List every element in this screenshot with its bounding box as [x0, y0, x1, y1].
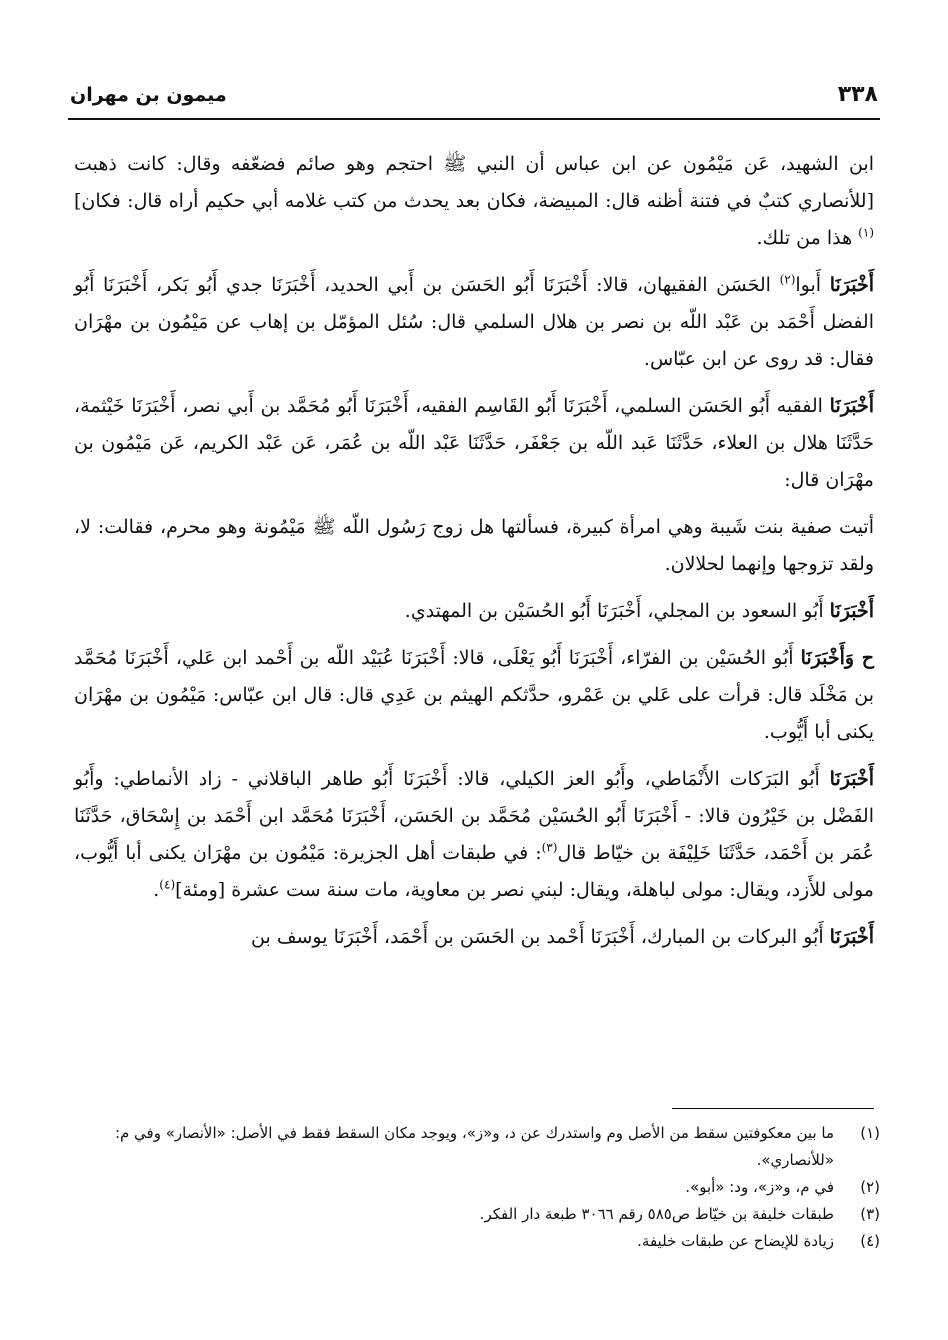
footnote-text: طبقات خليفة بن خيّاط ص٥٨٥ رقم ٣٠٦٦ طبعة دار الفكر.	[479, 1205, 834, 1223]
akhbarana-lead: أَخْبَرَنَا	[829, 274, 875, 296]
paragraph-7	[74, 761, 874, 909]
akhbarana-lead: أَخْبَرَنَا	[829, 395, 874, 417]
paragraph-tail: : في طبقات أهل الجزيرة: مَيْمُون بن مهْرَان يكنى أبا أَيُّوب، مولى للأَزد، ويقال: مولى لباهلة، ويقال: لبني نصر بن معاوية، مات سنة ست عشرة [ومئة]	[74, 842, 874, 901]
footnote-ref[interactable]: (٢)	[779, 272, 796, 287]
footnote-number: (٢)	[860, 1178, 880, 1196]
paragraph-6	[74, 640, 874, 751]
akhbarana-lead: ح وَأَخْبَرَنَا	[800, 647, 874, 669]
paragraph-2	[74, 267, 874, 378]
footnote-ref[interactable]: (٤)	[159, 877, 176, 892]
footnote-1	[74, 1120, 880, 1174]
footnotes	[74, 1120, 880, 1255]
footnote-2	[74, 1174, 880, 1201]
paragraph-tail: هذا من تلك.	[756, 227, 859, 249]
footnote-number: (٤)	[860, 1232, 880, 1250]
footnote-3	[74, 1201, 880, 1228]
running-title: ميمون بن مهران	[70, 84, 227, 106]
paragraph-tail: .	[153, 879, 160, 901]
footnote-number: (١)	[860, 1124, 880, 1142]
main-text	[74, 146, 874, 966]
paragraph-3	[74, 388, 874, 499]
paragraph-text: أَبُو السعود بن المجلي، أَخْبَرَنَا أَبُو الحُسَيْن بن المهتدي.	[404, 600, 830, 622]
paragraph-text: أَبُو البَرَكات الأَنْمَاطي، وأَبُو العز الكيلي، قالا: أَخْبَرَنَا أَبُو طاهر الباقلاني - زاد الأنماطي: وأَبُو الفَضْل بن خَيْرُون قالا: - أَخْبَرَنَا أَبُو الحُسَيْن مُحَمَّد بن الحَسَن، أَخْبَرَنَا مُحَمَّد ابن أَحْمَد بن إِسْحَاق، حَدَّثَنَا عُمَر بن أَحْمَد، حَدَّثَنَا خَلِيْفَة بن خيّاط قال	[74, 768, 874, 864]
footnote-text: في م، و«ز»، ود: «أبو».	[685, 1178, 834, 1196]
paragraph-8	[74, 919, 874, 956]
page-header	[68, 78, 880, 120]
paragraph-text: أتيت صفية بنت شَيبة وهي امرأة كبيرة، فسألتها هل زوج رَسُول اللّه ﷺ مَيْمُونة وهو محرم، فقالت: لا، ولقد تزوجها وإنهما لحلالان.	[74, 516, 874, 575]
footnote-number: (٣)	[860, 1205, 880, 1223]
paragraph-1	[74, 146, 874, 257]
akhbarana-lead: أَخْبَرَنَا	[829, 768, 874, 790]
paragraph-4	[74, 509, 874, 583]
paragraph-text: الفقيه أَبُو الحَسَن السلمي، أَخْبَرَنَا أَبُو القَاسِم الفقيه، أَخْبَرَنَا أَبُو مُحَمَّد بن أَبي نصر، أَخْبَرَنَا خَيْثمة، حَدَّثَنَا هلال بن العلاء، حَدَّثَنَا عَبد اللّه بن جَعْفَر، حَدَّثَنَا عَبْد اللّه بن عُمَر، عَن عَبْد الكريم، عَن مَيْمُون بن مهْرَان قال:	[74, 395, 874, 491]
paragraph-text: ابن الشهيد، عَن مَيْمُون عن ابن عباس أن النبي ﷺ احتجم وهو صائم فضعّفه وقال: كانت ذهبت [للأنصاري كتبٌ في فتنة أظنه قال: المبيضة، فكان بعد يحدث من كتب غلامه أبي حكيم أراه قال: فكان]	[74, 153, 874, 212]
footnote-divider	[672, 1108, 874, 1109]
paragraph-text: أَبوا	[795, 274, 830, 296]
footnote-text: ما بين معكوفتين سقط من الأصل وم واستدرك عن د، و«ز»، ويوجد مكان السقط فقط في الأصل: «الأنصار» وفي م: «للأنصاري».	[114, 1124, 834, 1169]
paragraph-text: أَبُو البركات بن المبارك، أَخْبَرَنَا أَحْمد بن الحَسَن بن أَحْمَد، أَخْبَرَنَا يوسف بن	[251, 926, 830, 948]
paragraph-5	[74, 593, 874, 630]
akhbarana-lead: أَخْبَرَنَا	[829, 926, 874, 948]
paragraph-tail: الحَسَن الفقيهان، قالا: أَخْبَرَنَا أَبُو الحَسَن بن أَبي الحديد، أَخْبَرَنَا جدي أَبُو بَكر، أَخْبَرَنَا أَبُو الفضل أَحْمَد بن عَبْد اللّه بن نصر بن هلال السلمي قال: سُئل المؤمّل بن إهاب عن مَيْمُون بن مهْرَان فقال: قد روى عن ابن عبّاس.	[74, 274, 874, 370]
footnote-ref[interactable]: (٣)	[541, 840, 558, 855]
footnote-text: زيادة للإيضاح عن طبقات خليفة.	[637, 1232, 834, 1250]
footnote-4	[74, 1228, 880, 1255]
paragraph-text: أَبُو الحُسَيْن بن الفرّاء، أَخْبَرَنَا أَبُو يَعْلَى، قالا: أَخْبَرَنَا عُبَيْد اللّه بن أَحْمد ابن عَلي، أَخْبَرَنَا مُحَمَّد بن مَخْلَد قال: قرأت على عَلي بن عَمْرو، حدَّثكم الهيثم بن عَدِي قال: قال ابن عبّاس: مَيْمُون بن مهْرَان يكنى أبا أَيُّوب.	[74, 647, 874, 743]
akhbarana-lead: أَخْبَرَنَا	[829, 600, 874, 622]
page-number: ٣٣٨	[837, 82, 878, 107]
footnote-ref[interactable]: (١)	[858, 225, 874, 240]
